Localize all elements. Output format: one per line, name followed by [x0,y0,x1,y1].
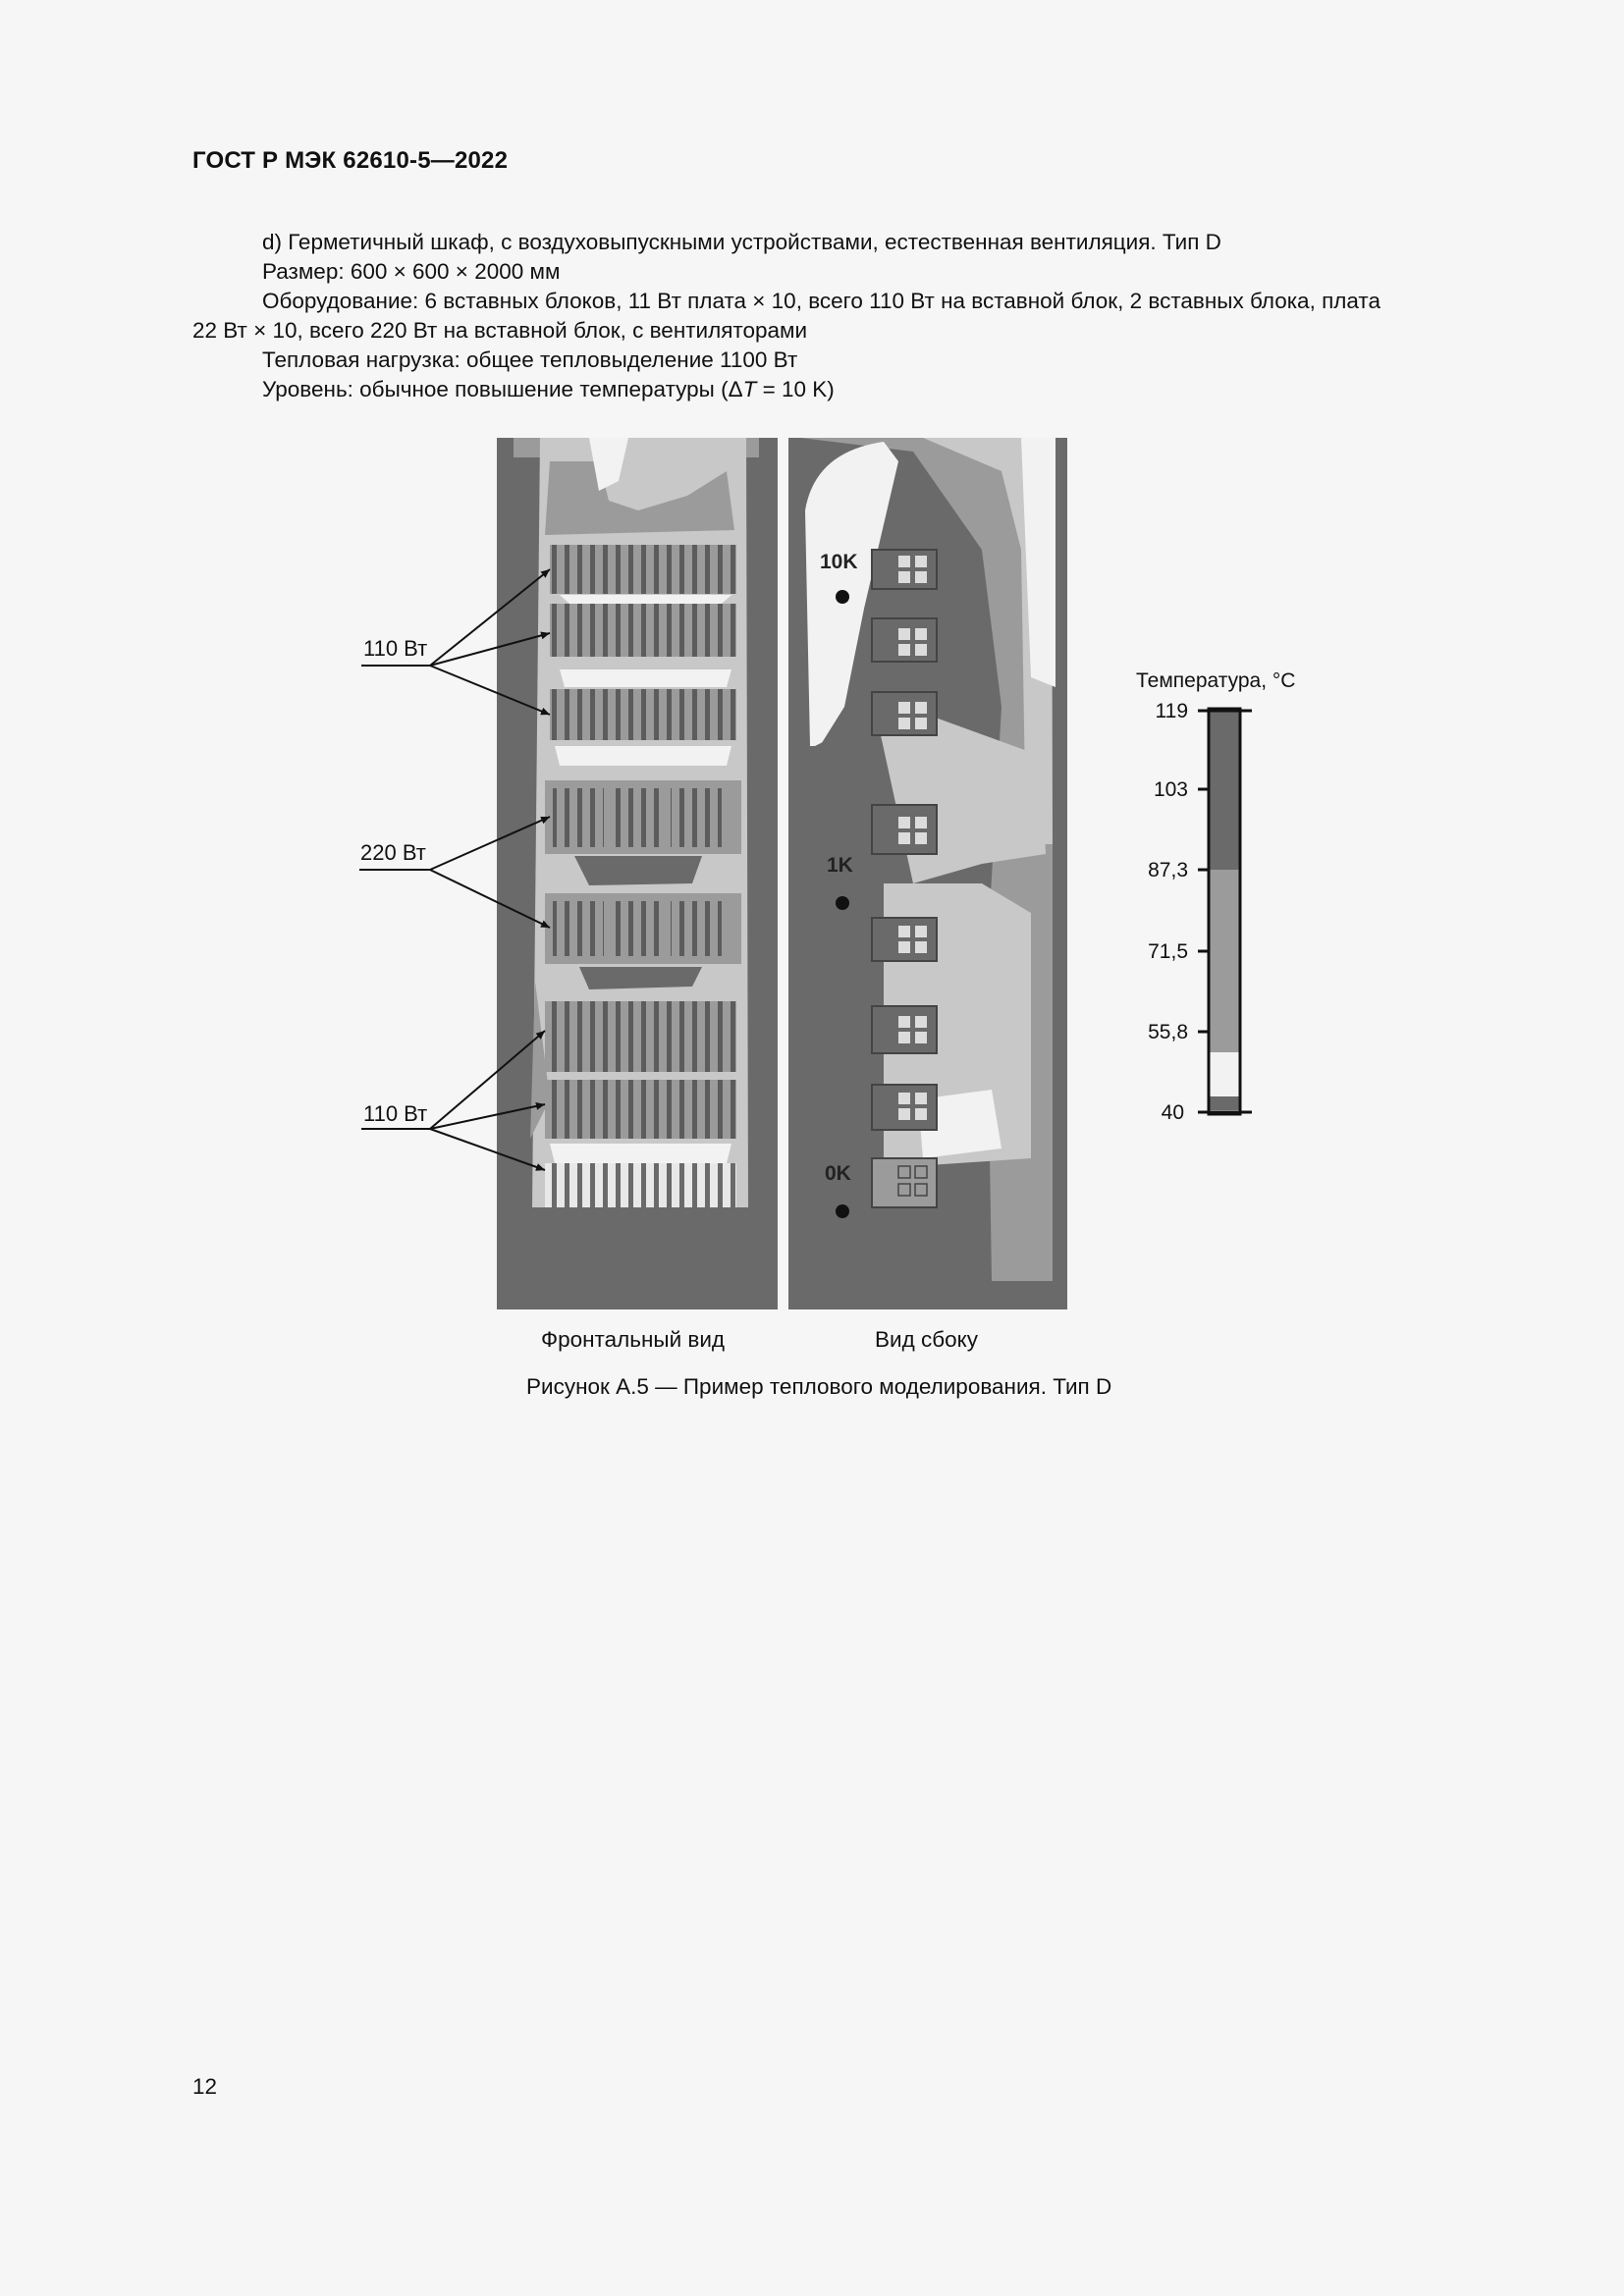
marker-label-10k: 10K [820,551,858,573]
side-view-caption: Вид сбоку [875,1327,978,1352]
power-label-mid-text: 220 Вт [360,840,426,865]
level-suffix: = 10 K) [756,377,835,401]
figure-caption: Рисунок А.5 — Пример теплового моделирования. Тип D [526,1374,1112,1399]
front-view-image [497,438,778,1309]
temperature-scale-title: Температура, °C [1136,669,1296,692]
temperature-scale [1136,669,1295,1124]
scale-tick-103: 103 [1153,778,1188,801]
scale-tick-71-5: 71,5 [1148,940,1188,963]
paragraph-equipment-2: 22 Вт × 10, всего 220 Вт на вставной блок, с вентиляторами [192,318,808,343]
paragraph-size: Размер: 600 × 600 × 2000 мм [262,259,561,284]
marker-label-1k: 1K [827,854,853,877]
power-label-top-text: 110 Вт [363,636,428,661]
front-view-caption: Фронтальный вид [541,1327,726,1352]
marker-dot-0k [836,1204,849,1218]
scale-tick-119: 119 [1155,700,1188,722]
document-header: ГОСТ Р МЭК 62610-5—2022 [192,147,509,174]
marker-dot-10k [836,590,849,604]
scale-tick-40: 40 [1161,1101,1184,1124]
level-delta: Δ [728,377,743,401]
level-prefix: Уровень: обычное повышение температуры ( [262,377,729,401]
scale-tick-55-8: 55,8 [1148,1021,1188,1043]
scale-tick-87-3: 87,3 [1148,859,1188,881]
level-t: T [742,377,757,401]
paragraph-item-d: d) Герметичный шкаф, с воздуховыпускными устройствами, естественная вентиляция. Тип D [262,230,1221,254]
side-view-image [788,438,1067,1309]
paragraph-heat-load: Тепловая нагрузка: общее тепловыделение 1100 Вт [262,347,798,372]
marker-label-0k: 0K [825,1162,851,1185]
page-number: 12 [192,2074,218,2099]
marker-dot-1k [836,896,849,910]
power-label-bottom-text: 110 Вт [363,1101,428,1126]
paragraph-equipment-1: Оборудование: 6 вставных блоков, 11 Вт плата × 10, всего 110 Вт на вставной блок, 2 вставных блока, плата [262,289,1380,313]
